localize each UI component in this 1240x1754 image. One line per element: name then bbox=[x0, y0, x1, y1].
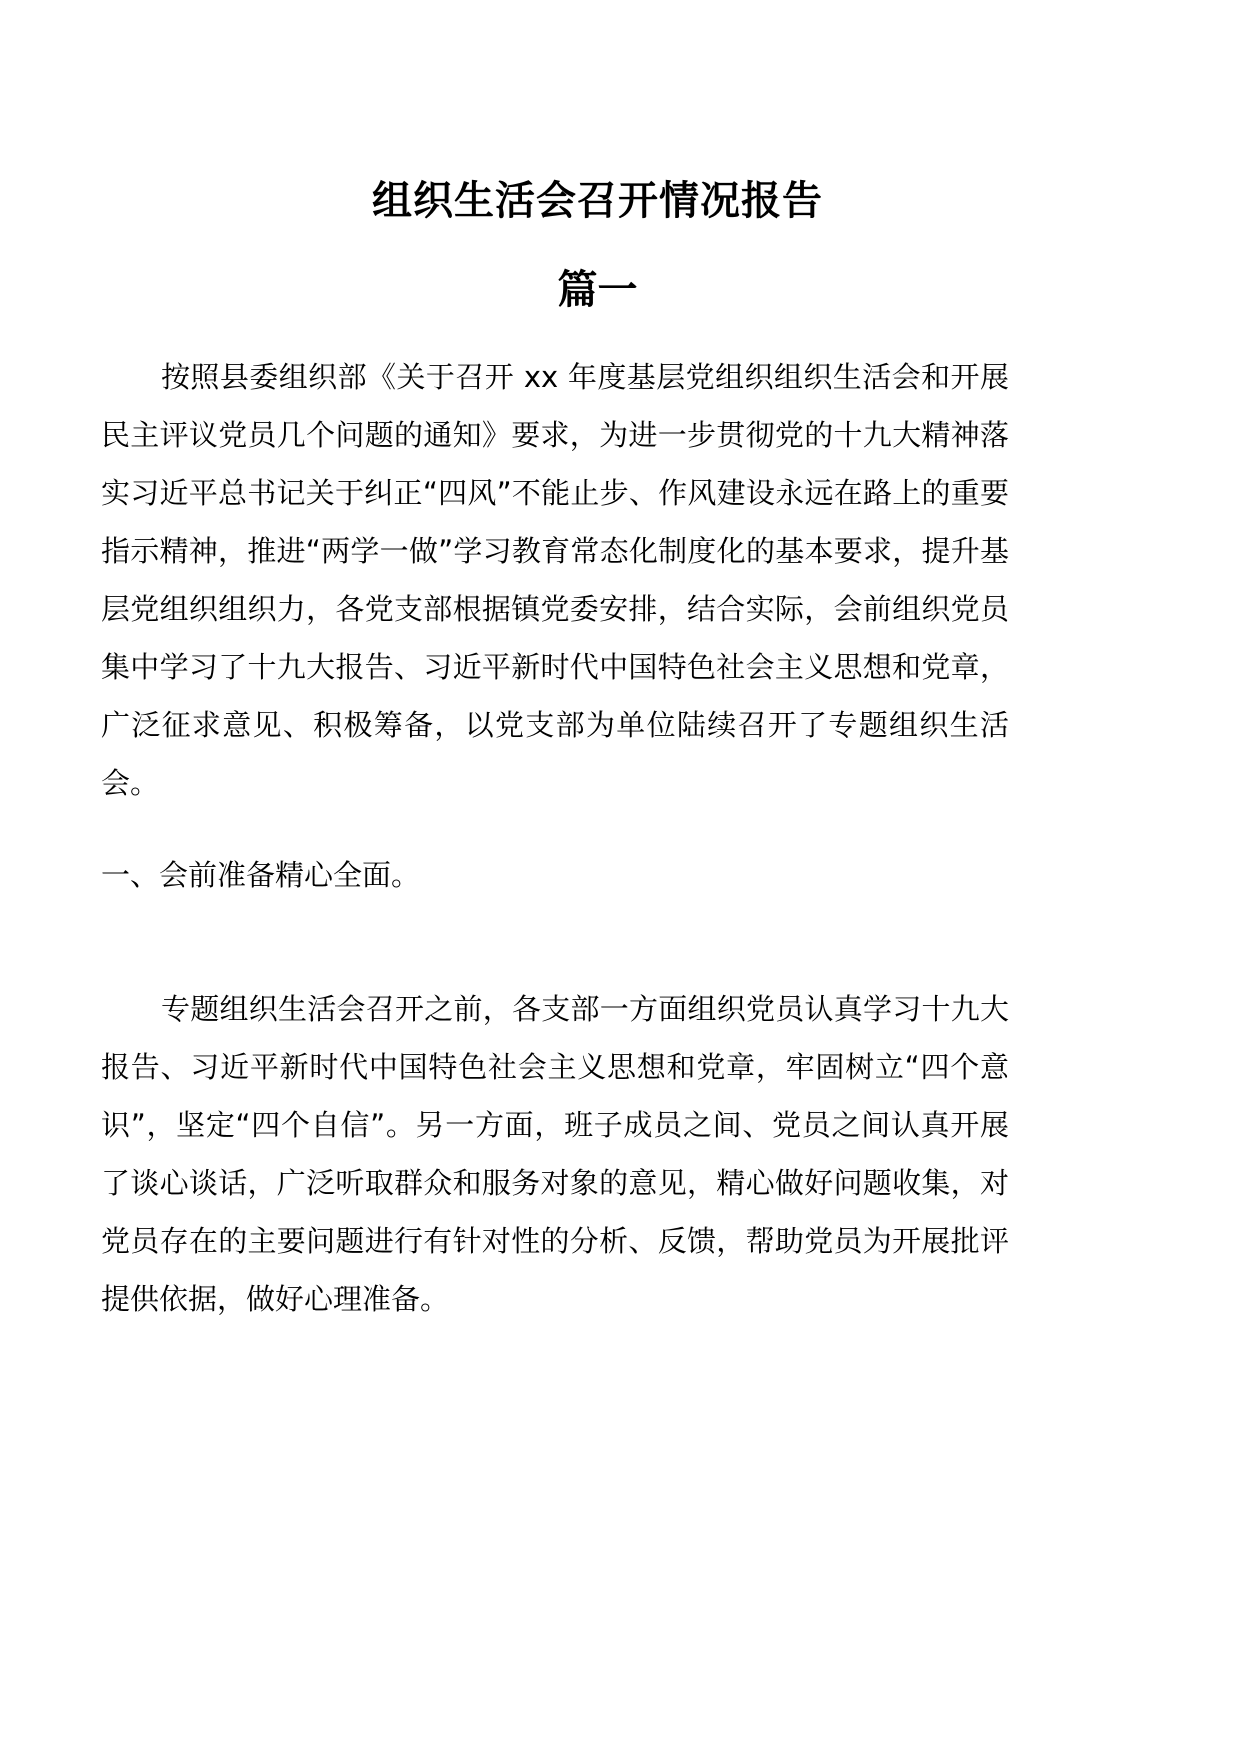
document-title: 组织生活会召开情况报告 bbox=[372, 178, 823, 224]
document-subtitle: 篇一 bbox=[557, 267, 638, 313]
body-paragraph-2: 专题组织生活会召开之前，各支部一方面组织党员认真学习十九大报告、习近平新时代中国特色社会主义思想和党章，牢固树立“四个意识”，坚定“四个自信”。另一方面，班子成员之间、党员之间认真开展了谈心谈话，广泛听取群众和服务对象的意见，精心做好问题收集，对党员存在的主要问题进行有针对性的分析、反馈，帮助党员为开展批评提供依据，做好心理准备。 bbox=[101, 992, 1009, 1316]
section-heading: 一、会前准备精心全面。 bbox=[101, 858, 421, 892]
body-paragraph-1: 按照县委组织部《关于召开 xx 年度基层党组织组织生活会和开展民主评议党员几个问题的通知》要求，为进一步贯彻党的十九大精神落实习近平总书记关于纠正“四风”不能止步、作风建设永远在路上的重要指示精神，推进“两学一做”学习教育常态化制度化的基本要求，提升基层党组织组织力，各党支部根据镇党委安排，结合实际，会前组织党员集中学习了十九大报告、习近平新时代中国特色社会主义思想和党章，广泛征求意见、积极筹备，以党支部为单位陆续召开了专题组织生活会。 bbox=[101, 360, 1009, 800]
